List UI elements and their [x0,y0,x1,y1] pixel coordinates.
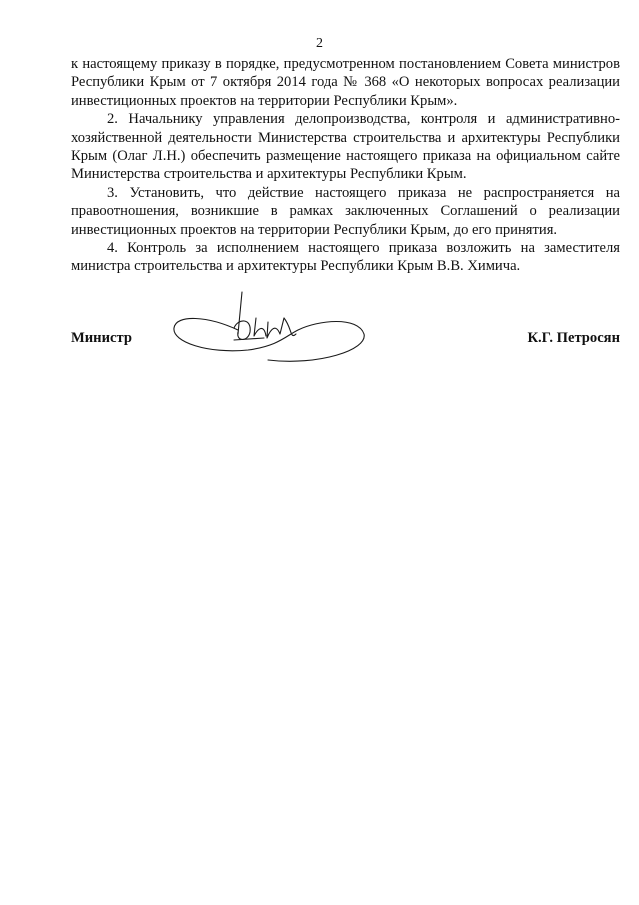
paragraph-item-4: 4. Контроль за исполнением настоящего приказа возложить на заместителя министра строительства и архитектуры Республики Крым В.В. Химича. [71,240,620,275]
paragraph-item-3: 3. Установить, что действие настоящего приказа не распространяется на правоотношения, возникшие в рамках заключенных Соглашений о реализации инвестиционных проектов на территории Республики Крым, до его принятия. [71,184,620,238]
paragraph-continuation: к настоящему приказу в порядке, предусмотренном постановлением Совета министров Республики Крым от 7 октября 2014 года № 368 «О некоторых вопросах реализации инвестиционных проектов на территории Республики Крым». [71,56,620,109]
document-body [71,55,620,276]
paragraph-item-2: 2. Начальнику управления делопроизводства, контроля и административно-хозяйственной деятельности Министерства строительства и архитектуры Республики Крым (Олаг Л.Н.) обеспечить размещение настоящего приказа на официальном сайте Министерства строительства и архитектуры Республики Крым. [71,111,620,183]
signatory-position: Министр [71,330,132,346]
signatory-name: К.Г. Петросян [527,330,620,346]
page-number: 2 [316,36,323,51]
signature-block [71,330,620,350]
